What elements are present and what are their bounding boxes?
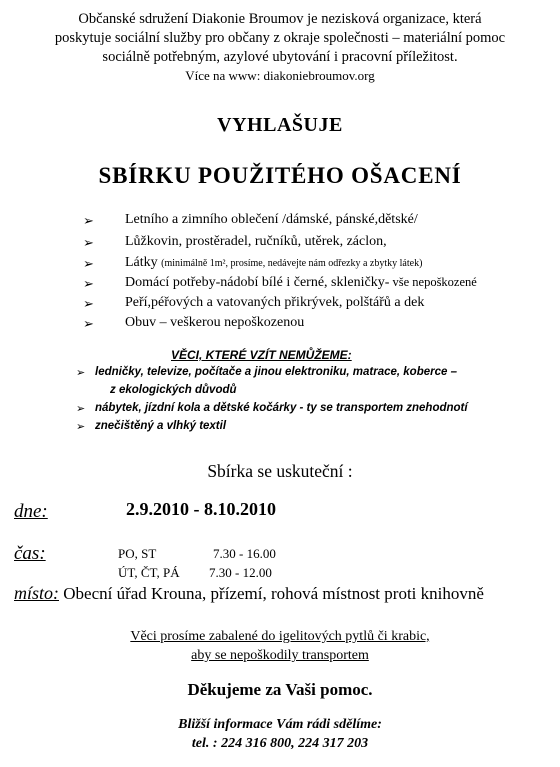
date-value: 2.9.2010 - 8.10.2010 bbox=[126, 499, 276, 519]
event-headline: Sbírka se uskuteční : bbox=[207, 461, 353, 481]
contact-phone: tel. : 224 316 800, 224 317 203 bbox=[191, 736, 369, 751]
bullet-arrow-icon: ➢ bbox=[76, 403, 86, 415]
accepted-item bbox=[125, 275, 477, 291]
accepted-item-note: (minimálně 1m², prosíme, nedávejte nám odřezky a zbytky látek) bbox=[161, 258, 423, 269]
bullet-arrow-icon: ➢ bbox=[76, 367, 86, 379]
bullet-arrow-icon: ➢ bbox=[83, 276, 94, 291]
rejected-item: znečištěný a vlhký textil bbox=[95, 420, 227, 432]
time-hours-2: 7.30 - 12.00 bbox=[209, 565, 272, 580]
time-days-2: ÚT, ČT, PÁ bbox=[118, 565, 180, 580]
collection-title: SBÍRKU POUŽITÉHO OŠACENÍ bbox=[98, 163, 462, 188]
rejected-item-continuation: z ekologických důvodů bbox=[110, 384, 237, 396]
bullet-arrow-icon: ➢ bbox=[83, 296, 94, 311]
contact-line-1: Bližší informace Vám rádi sdělíme: bbox=[178, 717, 382, 732]
accepted-item: Peří,péřových a vatovaných přikrývek, polštářů a dek bbox=[125, 295, 425, 310]
accepted-item: Lůžkovin, prostěradel, ručníků, utěrek, záclon, bbox=[125, 234, 387, 249]
time-label: čas: bbox=[14, 543, 46, 564]
accepted-item: Letního a zimního oblečení /dámské, pánské,dětské/ bbox=[125, 212, 418, 227]
intro-line-2: poskytuje sociální služby pro občany z okraje společnosti – materiální pomoc bbox=[54, 30, 506, 46]
accepted-item-main: Domácí potřeby-nádobí bílé i černé, skleničky- bbox=[125, 275, 390, 290]
bullet-arrow-icon: ➢ bbox=[83, 213, 94, 228]
place-label: místo: bbox=[14, 583, 59, 603]
accepted-item-note: vše nepoškozené bbox=[389, 275, 477, 289]
time-hours-1: 7.30 - 16.00 bbox=[213, 546, 276, 561]
thanks-line: Děkujeme za Vaši pomoc. bbox=[187, 680, 373, 699]
packing-note-line-2: aby se nepoškodily transportem bbox=[191, 648, 369, 663]
rejected-heading: VĚCI, KTERÉ VZÍT NEMŮŽEME: bbox=[171, 348, 352, 362]
accepted-item: Obuv – veškerou nepoškozenou bbox=[125, 315, 305, 330]
rejected-item: ledničky, televize, počítače a jinou elektroniku, matrace, koberce – bbox=[95, 366, 457, 378]
accepted-item-main: Látky bbox=[125, 255, 158, 270]
packing-note-line-1: Věci prosíme zabalené do igelitových pytlů či krabic, bbox=[130, 629, 430, 644]
bullet-arrow-icon: ➢ bbox=[83, 256, 94, 271]
accepted-item bbox=[125, 255, 422, 271]
place-value: Obecní úřad Krouna, přízemí, rohová místnost proti knihovně bbox=[59, 584, 484, 603]
bullet-arrow-icon: ➢ bbox=[83, 235, 94, 250]
website-line: Více na www: diakoniebroumov.org bbox=[185, 68, 375, 83]
time-days-1: PO, ST bbox=[118, 546, 157, 561]
intro-line-3: sociálně potřebným, azylové ubytování i pracovní příležitost. bbox=[102, 49, 458, 65]
place-line bbox=[14, 583, 484, 604]
rejected-item: nábytek, jízdní kola a dětské kočárky - ty se transportem znehodnotí bbox=[95, 402, 468, 414]
announce-heading: VYHLAŠUJE bbox=[217, 114, 343, 136]
bullet-arrow-icon: ➢ bbox=[76, 421, 86, 433]
date-label: dne: bbox=[14, 501, 48, 522]
intro-line-1: Občanské sdružení Diakonie Broumov je nezisková organizace, která bbox=[78, 11, 482, 27]
bullet-arrow-icon: ➢ bbox=[83, 316, 94, 331]
